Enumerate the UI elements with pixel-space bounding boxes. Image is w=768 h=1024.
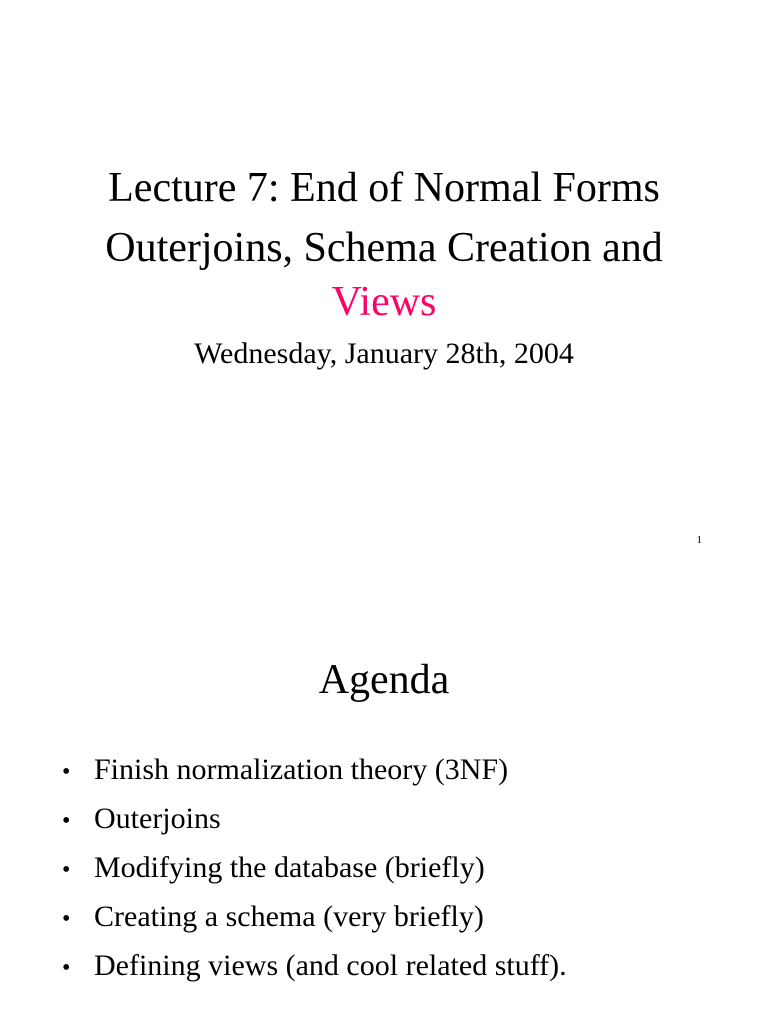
agenda-title: Agenda [318, 657, 450, 703]
lecture-title-line-2: Outerjoins, Schema Creation and [105, 225, 663, 271]
list-item-text: Outerjoins [94, 802, 221, 835]
list-item [62, 944, 567, 993]
list-item [62, 748, 567, 797]
bullet-icon: • [62, 906, 71, 932]
list-item-text: Creating a schema (very briefly) [94, 900, 484, 933]
list-item [62, 846, 567, 895]
lecture-title-line-1: Lecture 7: End of Normal Forms [108, 165, 660, 211]
lecture-date: Wednesday, January 28th, 2004 [194, 337, 574, 370]
bullet-icon: • [62, 857, 71, 883]
list-item-text: Defining views (and cool related stuff). [94, 949, 567, 982]
bullet-icon: • [62, 955, 71, 981]
bullet-icon: • [62, 759, 71, 785]
lecture-title-line-3-highlight: Views [331, 279, 437, 325]
list-item [62, 895, 567, 944]
list-item-text: Finish normalization theory (3NF) [94, 753, 509, 786]
list-item-text: Modifying the database (briefly) [94, 851, 485, 884]
list-item [62, 797, 567, 846]
slide-number: 1 [696, 534, 702, 546]
agenda-list [62, 748, 567, 993]
bullet-icon: • [62, 808, 71, 834]
